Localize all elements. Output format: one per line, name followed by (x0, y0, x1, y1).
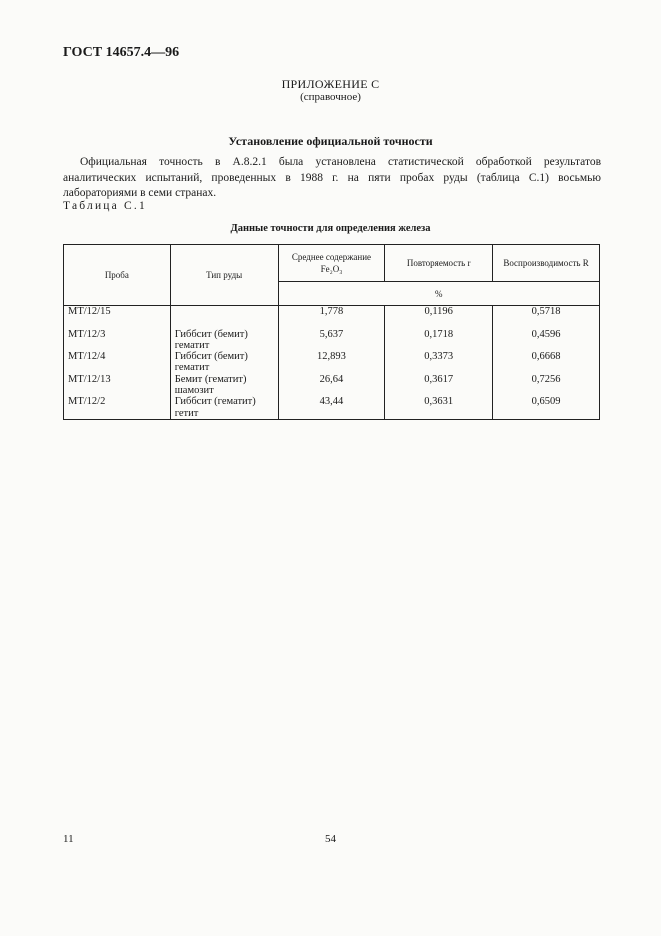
appendix-title: ПРИЛОЖЕНИЕ С (281, 77, 380, 91)
precision-table (63, 244, 600, 420)
table-row (64, 396, 600, 419)
document-code: ГОСТ 14657.4—96 (63, 45, 180, 60)
cell-sample: МТ/12/13 (64, 374, 171, 397)
header-reproducibility: Воспроизводимость R (493, 245, 600, 282)
table-row (64, 329, 600, 352)
cell-sample: МТ/12/2 (64, 396, 171, 419)
cell-sample: МТ/12/15 (64, 306, 171, 329)
header-repeatability: Повторяемость r (385, 245, 493, 282)
cell-ore-type (170, 306, 278, 329)
cell-reproducibility: 0,6509 (493, 396, 600, 419)
table-row (64, 374, 600, 397)
footer-mark: 11 (63, 833, 74, 845)
table-row (64, 351, 600, 374)
cell-ore-type: Бемит (гематит) шамозит (170, 374, 278, 397)
cell-reproducibility: 0,6668 (493, 351, 600, 374)
appendix-subtitle: (справочное) (300, 91, 361, 103)
header-unit: % (278, 282, 599, 306)
cell-mean: 43,44 (278, 396, 385, 419)
cell-reproducibility: 0,4596 (493, 329, 600, 352)
header-mean-content: Среднее содержание Fe₂O₃ (278, 245, 385, 282)
cell-mean: 1,778 (278, 306, 385, 329)
cell-ore-type: Гиббсит (бемит) гематит (170, 329, 278, 352)
cell-mean: 12,893 (278, 351, 385, 374)
cell-sample: МТ/12/4 (64, 351, 171, 374)
table-label: Таблица С.1 (63, 200, 147, 212)
header-ore-type: Тип руды (170, 245, 278, 306)
cell-mean: 5,637 (278, 329, 385, 352)
table-caption: Данные точности для определения железа (230, 223, 431, 234)
cell-repeatability: 0,3617 (385, 374, 493, 397)
cell-ore-type: Гиббсит (гематит) гетит (170, 396, 278, 419)
cell-mean: 26,64 (278, 374, 385, 397)
header-sample: Проба (64, 245, 171, 306)
cell-repeatability: 0,3373 (385, 351, 493, 374)
page-number: 54 (325, 833, 336, 845)
section-title: Установление официальной точности (228, 134, 433, 148)
cell-repeatability: 0,1718 (385, 329, 493, 352)
cell-ore-type: Гиббсит (бемит) гематит (170, 351, 278, 374)
cell-reproducibility: 0,5718 (493, 306, 600, 329)
table-row (64, 306, 600, 329)
cell-reproducibility: 0,7256 (493, 374, 600, 397)
cell-sample: МТ/12/3 (64, 329, 171, 352)
cell-repeatability: 0,1196 (385, 306, 493, 329)
cell-repeatability: 0,3631 (385, 396, 493, 419)
body-paragraph: Официальная точность в А.8.2.1 была установлена статистической обработкой результатов аналитических испытаний, проведенных в 1988 г. на пяти пробах руды (таблица С.1) восьмью лабораториями в семи странах. (63, 156, 601, 199)
